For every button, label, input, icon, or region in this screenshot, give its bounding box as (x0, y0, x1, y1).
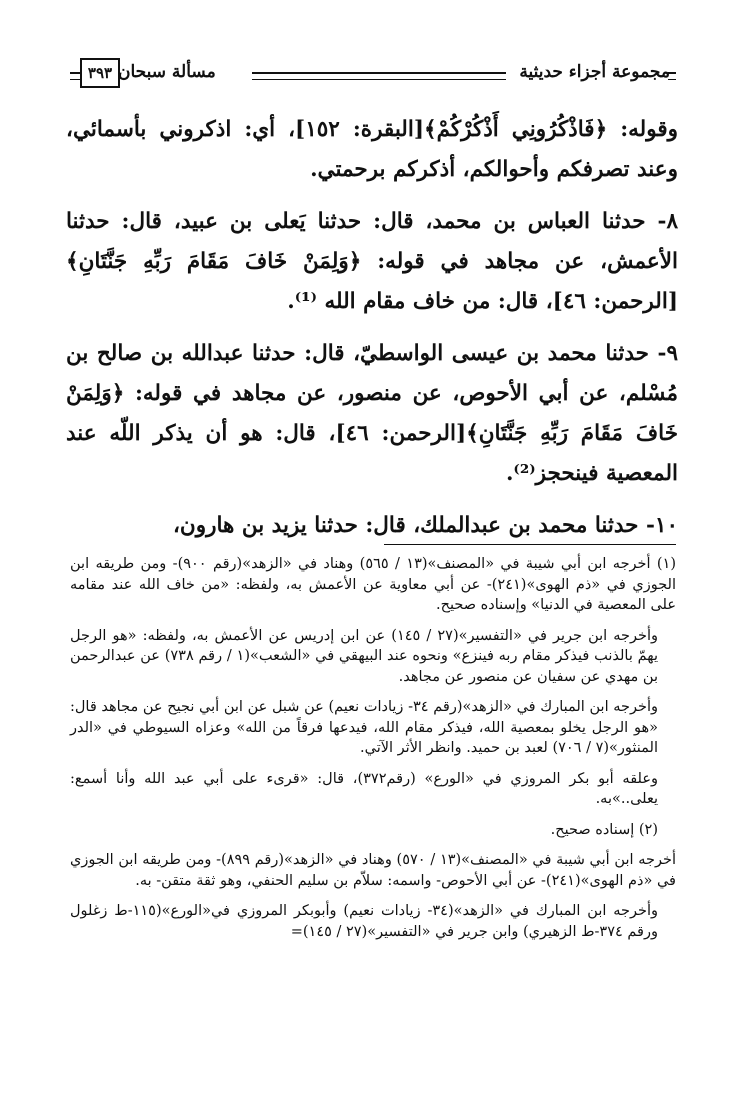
paragraph: ٨- حدثنا العباس بن محمد، قال: حدثنا يَعلى بن عبيد، قال: حدثنا الأعمش، عن مجاهد في قوله: ﴿وَلِمَنْ خَافَ مَقَامَ رَبِّهِ جَنَّتَانِ﴾[الرحمن: ٤٦]، قال: من خاف مقام الله ⁽¹⁾. (66, 209, 678, 314)
book-title: مجموعة أجزاء حديثية (519, 62, 670, 82)
main-text (66, 110, 678, 558)
footnote: وأخرجه ابن المبارك في «الزهد»(٣٤- زيادات نعيم) وأبوبكر المروزي في«الورع»(١١٥-ط زغلول ورقم ٣٧٤-ط الزهيري) وابن جرير في «التفسير»(٢٧ / ١٤٥)= (70, 903, 658, 940)
footnote: (١) أخرجه ابن أبي شيبة في «المصنف»(١٣ / ٥٦٥) وهناد في «الزهد»(رقم ٩٠٠)- ومن طريقه ابن الجوزي في «ذم الهوى»(٢٤١)- عن أبي معاوية عن الأعمش به، ولفظه: «من خاف الله عند مقامه على المعصية في الدنيا» وإسناده صحيح. (70, 556, 677, 613)
footnotes (70, 554, 676, 952)
paragraph: وقوله: ﴿فَاذْكُرُونِي أَذْكُرْكُمْ﴾[البقرة: ١٥٢]، أي: اذكروني بأسمائي، وعند تصرفكم وأحوالكم، أذكركم برحمتي. (66, 117, 678, 182)
footnote-separator (384, 544, 676, 545)
header-rule-left (70, 72, 80, 80)
footnote: وأخرجه ابن المبارك في «الزهد»(رقم ٣٤- زيادات نعيم) عن شبل عن ابن أبي نجيح عن مجاهد قال: «هو الرجل يخلو بمعصية الله، فيذكر مقام الله، فيدعها فرقاً من الله» وعزاه السيوطي في «الدر المنثور»(٧ / ٧٠٦) لعبد بن حميد. وانظر الأثر الآتي. (70, 699, 658, 756)
header-rule (252, 72, 506, 80)
paragraph: ٩- حدثنا محمد بن عيسى الواسطيّ، قال: حدثنا عبدالله بن صالح بن مُسْلم، عن أبي الأحوص، عن منصور، عن مجاهد في قوله: ﴿وَلِمَنْ خَافَ مَقَامَ رَبِّهِ جَنَّتَانِ﴾[الرحمن: ٤٦]، قال: هو أن يذكر اللّه عند المعصية فينحجز⁽²⁾. (66, 341, 678, 486)
footnote: وعلقه أبو بكر المروزي في «الورع» (رقم٣٧٢)، قال: «قرىء على أبي عبد الله وأنا أسمع: يعلى..»به. (70, 770, 658, 807)
paragraph: ١٠- حدثنا محمد بن عبدالملك، قال: حدثنا يزيد بن هارون، (172, 513, 678, 538)
chapter-title: مسألة سبحان (118, 62, 216, 82)
footnote: أخرجه ابن أبي شيبة في «المصنف»(١٣ / ٥٧٠) وهناد في «الزهد»(رقم ٨٩٩)- ومن طريقه ابن الجوزي في «ذم الهوى»(٢٤١)- عن أبي الأحوص- واسمه: سلاّم بن سليم الحنفي، وهو ثقة متقن- به. (70, 852, 676, 889)
page-number: ٣٩٣ (80, 58, 120, 88)
page-header (70, 58, 676, 92)
footnote: (٢) إسناده صحيح. (550, 821, 658, 838)
footnote: وأخرجه ابن جرير في «التفسير»(٢٧ / ١٤٥) عن ابن إدريس عن الأعمش به، ولفظه: «هو الرجل يهمّ بالذنب فيذكر مقام ربه فينزع» ونحوه عند البيهقي في «الشعب»(١ / رقم ٧٣٨) عن عبدالرحمن بن مهدي عن سفيان عن منصور عن مجاهد. (70, 627, 659, 685)
